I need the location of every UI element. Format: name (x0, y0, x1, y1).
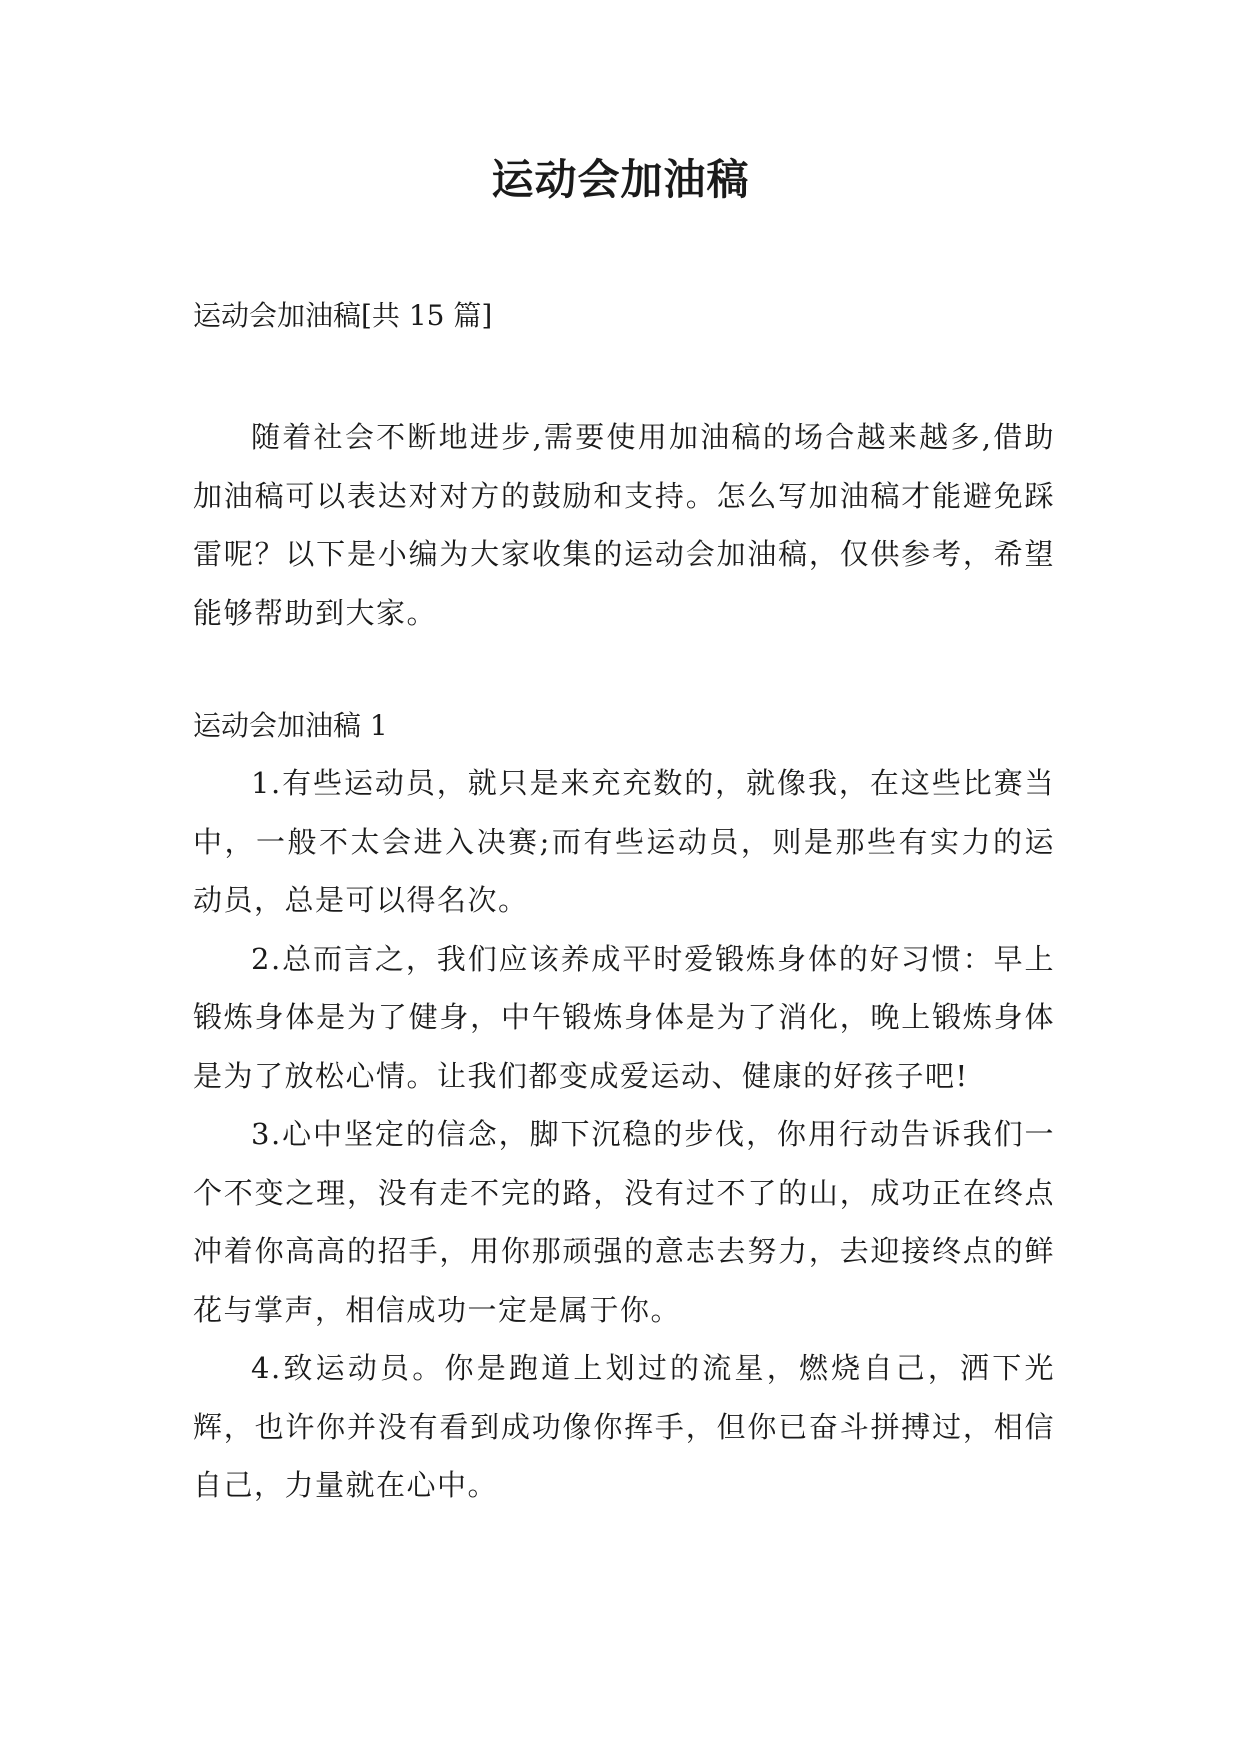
document-subtitle: 运动会加油稿[共 15 篇] (193, 299, 493, 332)
cheer-item-3: 3.心中坚定的信念，脚下沉稳的步伐，你用行动告诉我们一个不变之理，没有走不完的路，没有过不了的山，成功正在终点冲着你高高的招手，用你那顽强的意志去努力，去迎接终点的鲜花与掌声，相信成功一定是属于你。 (193, 1117, 1055, 1327)
document-title: 运动会加油稿 (491, 155, 750, 204)
section-title: 运动会加油稿 1 (193, 709, 388, 742)
intro-paragraph-block (193, 408, 1055, 642)
cheer-item-2: 2.总而言之，我们应该养成平时爱锻炼身体的好习惯：早上锻炼身体是为了健身，中午锻炼身体是为了消化，晚上锻炼身体是为了放松心情。让我们都变成爱运动、健康的好孩子吧! (193, 941, 1055, 1093)
cheer-item-1: 1.有些运动员，就只是来充充数的，就像我，在这些比赛当中，一般不太会进入决赛;而有些运动员，则是那些有实力的运动员，总是可以得名次。 (193, 766, 1055, 917)
cheer-items-list (193, 754, 1055, 1515)
cheer-item-4: 4.致运动员。你是跑道上划过的流星，燃烧自己，洒下光辉，也许你并没有看到成功像你挥手，但你已奋斗拼搏过，相信自己，力量就在心中。 (193, 1351, 1055, 1502)
intro-paragraph: 随着社会不断地进步,需要使用加油稿的场合越来越多,借助加油稿可以表达对对方的鼓励和支持。怎么写加油稿才能避免踩雷呢？以下是小编为大家收集的运动会加油稿，仅供参考，希望能够帮助到大家。 (193, 420, 1055, 630)
